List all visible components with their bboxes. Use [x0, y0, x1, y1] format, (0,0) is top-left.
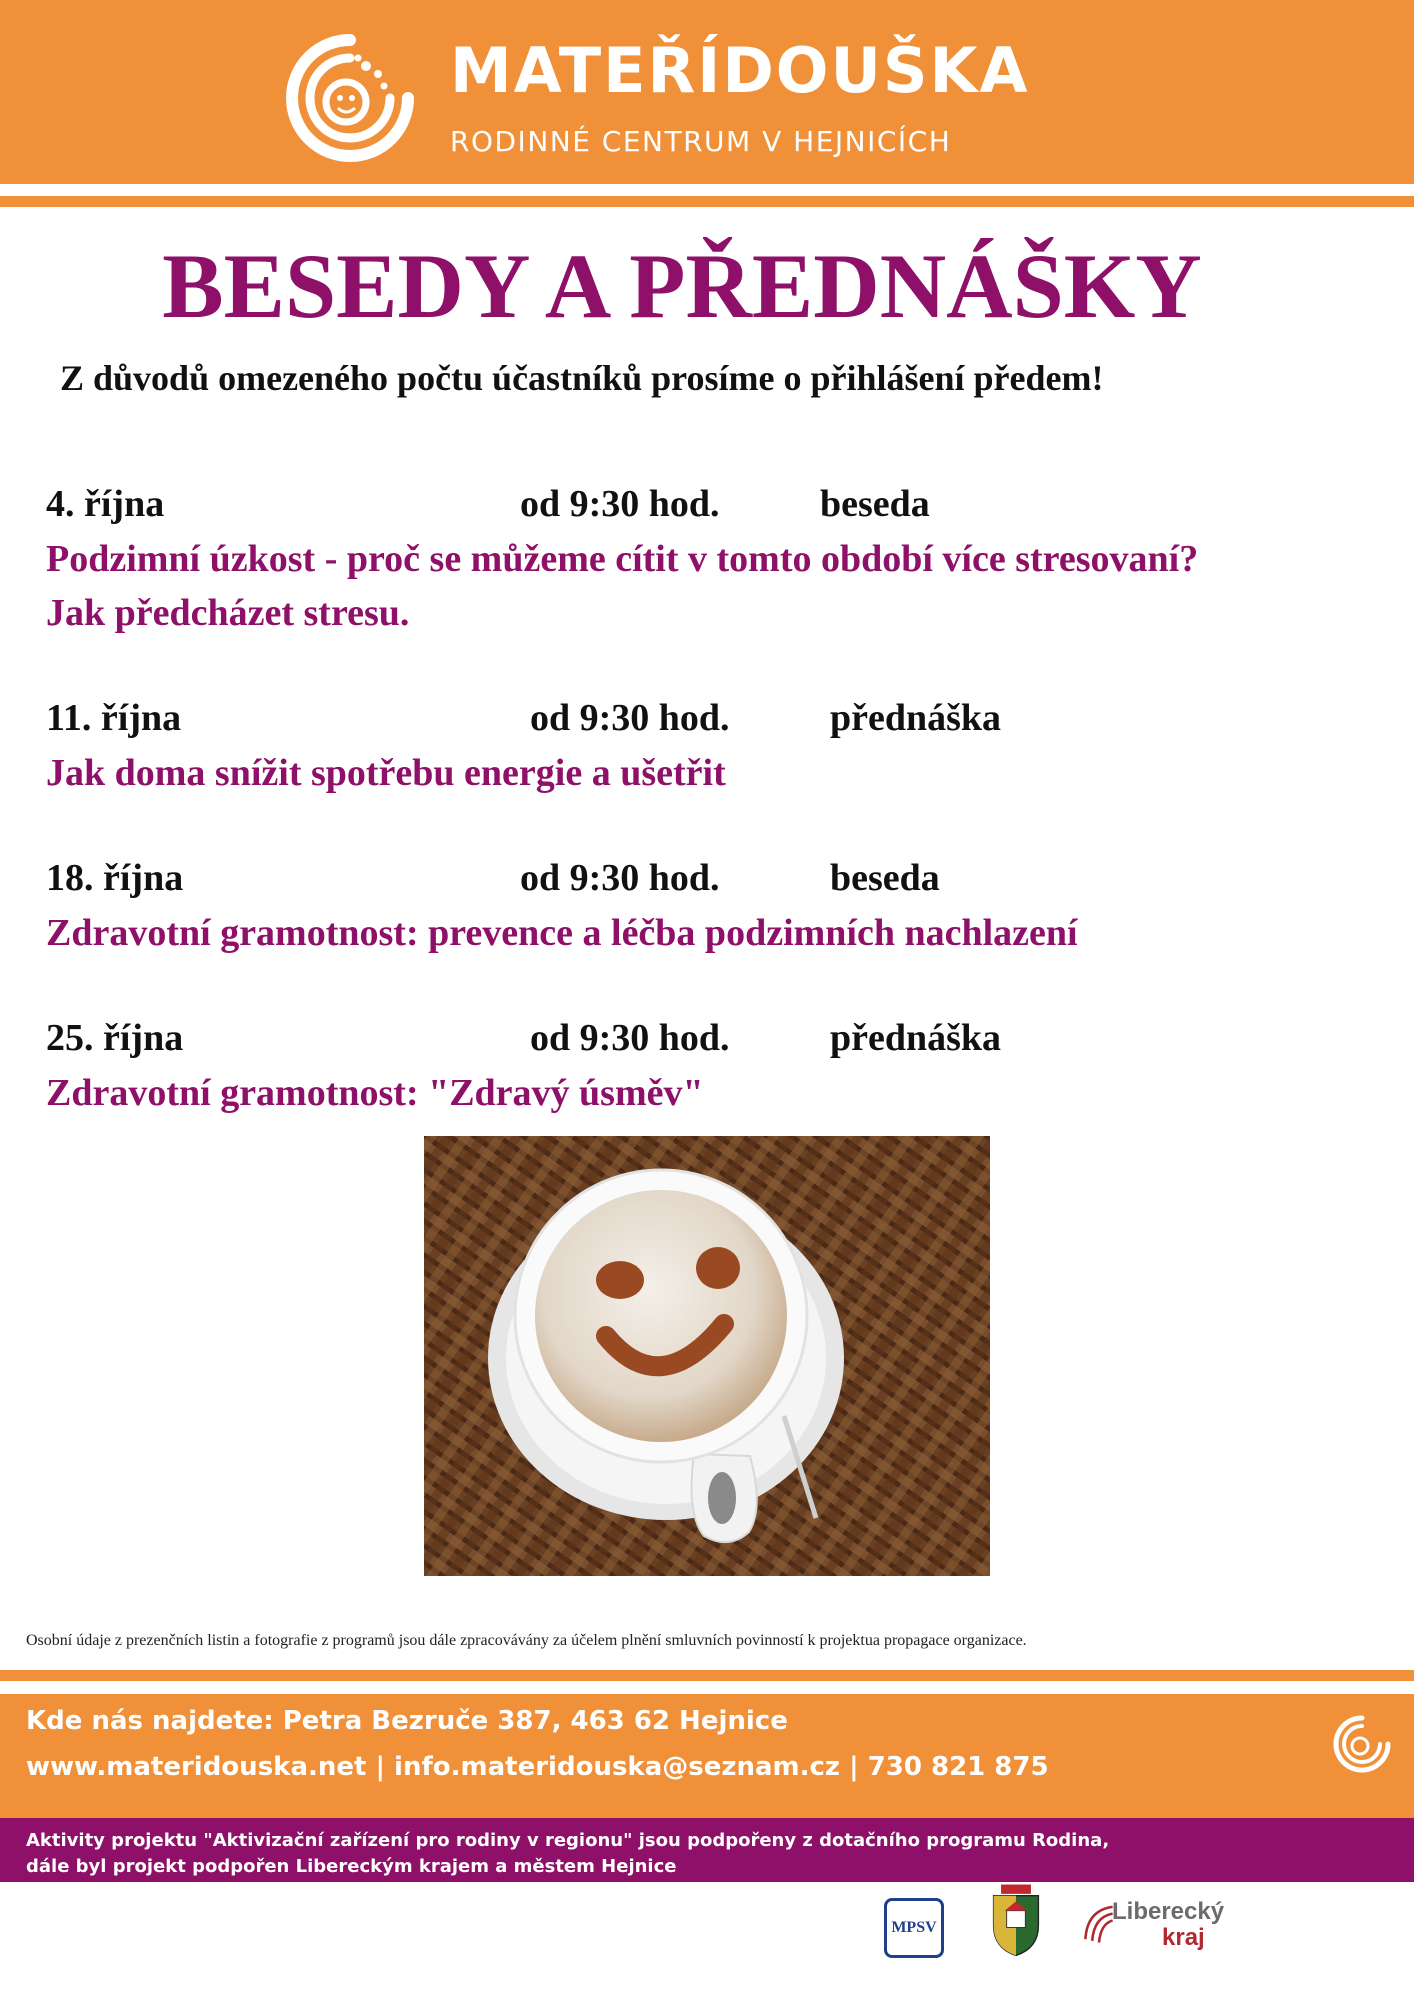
support-band: [0, 1818, 1414, 1882]
event-item: [46, 696, 1386, 800]
gdpr-note: Osobní údaje z prezenčních listin a fotografie z programů jsou dále zpracovávány za účelem plnění smluvních povinností k projektua propagace organizace.: [26, 1632, 1027, 1649]
event-topic: Jak předcházet stresu.: [46, 592, 410, 634]
materidouska-logo-icon: [280, 28, 420, 168]
mpsv-logo: [884, 1898, 944, 1958]
mpsv-label: MPSV: [891, 1919, 937, 1936]
event-date: 11. října: [46, 697, 182, 739]
support-line-2: dále byl projekt podpořen Libereckým krajem a městem Hejnice: [26, 1856, 677, 1877]
support-line-1: Aktivity projektu "Aktivizační zařízení pro rodiny v regionu" jsou podpořeny z dotačního programu Rodina,: [26, 1830, 1110, 1851]
event-type: přednáška: [830, 1017, 1002, 1059]
event-type: přednáška: [830, 697, 1002, 739]
page-title: BESEDY A PŘEDNÁŠKY: [162, 235, 1202, 337]
materidouska-small-logo-icon: [1330, 1712, 1394, 1776]
footer-address: Kde nás najdete: Petra Bezruče 387, 463 62 Hejnice: [26, 1706, 788, 1736]
event-topic: Podzimní úzkost - proč se můžeme cítit v tomto období více stresovaní?: [46, 538, 1199, 580]
brand-name: MATEŘÍDOUŠKA: [450, 34, 1030, 107]
event-topic: Zdravotní gramotnost: prevence a léčba podzimních nachlazení: [46, 912, 1078, 954]
footer-contacts[interactable]: www.materidouska.net | info.materidouska@seznam.cz | 730 821 875: [26, 1752, 1049, 1782]
event-item: [46, 856, 1386, 960]
event-topic: Jak doma snížit spotřebu energie a ušetřit: [46, 752, 726, 794]
hejnice-coat-of-arms-icon: [988, 1882, 1044, 1958]
event-date: 25. října: [46, 1017, 184, 1059]
event-time: od 9:30 hod.: [530, 1017, 730, 1059]
smiley-coffee-photo: [424, 1136, 990, 1576]
event-time: od 9:30 hod.: [520, 857, 720, 899]
event-item: [46, 482, 1386, 640]
event-type: beseda: [830, 857, 940, 899]
event-time: od 9:30 hod.: [520, 483, 720, 525]
event-time: od 9:30 hod.: [530, 697, 730, 739]
liberecky-kraj-label: Liberecký: [1112, 1898, 1225, 1925]
event-date: 18. října: [46, 857, 184, 899]
event-date: 4. října: [46, 483, 165, 525]
footer-divider: [0, 1670, 1414, 1681]
registration-notice: Z důvodů omezeného počtu účastníků prosíme o přihlášení předem!: [60, 358, 1104, 398]
event-item: [46, 1016, 1386, 1120]
event-type: beseda: [820, 483, 930, 525]
liberecky-kraj-swoosh-icon: [1082, 1900, 1116, 1946]
header-divider: [0, 196, 1414, 207]
liberecky-kraj-label-2: kraj: [1162, 1924, 1205, 1951]
event-topic: Zdravotní gramotnost: "Zdravý úsměv": [46, 1072, 704, 1114]
brand-subtitle: RODINNÉ CENTRUM V HEJNICÍCH: [450, 125, 952, 158]
